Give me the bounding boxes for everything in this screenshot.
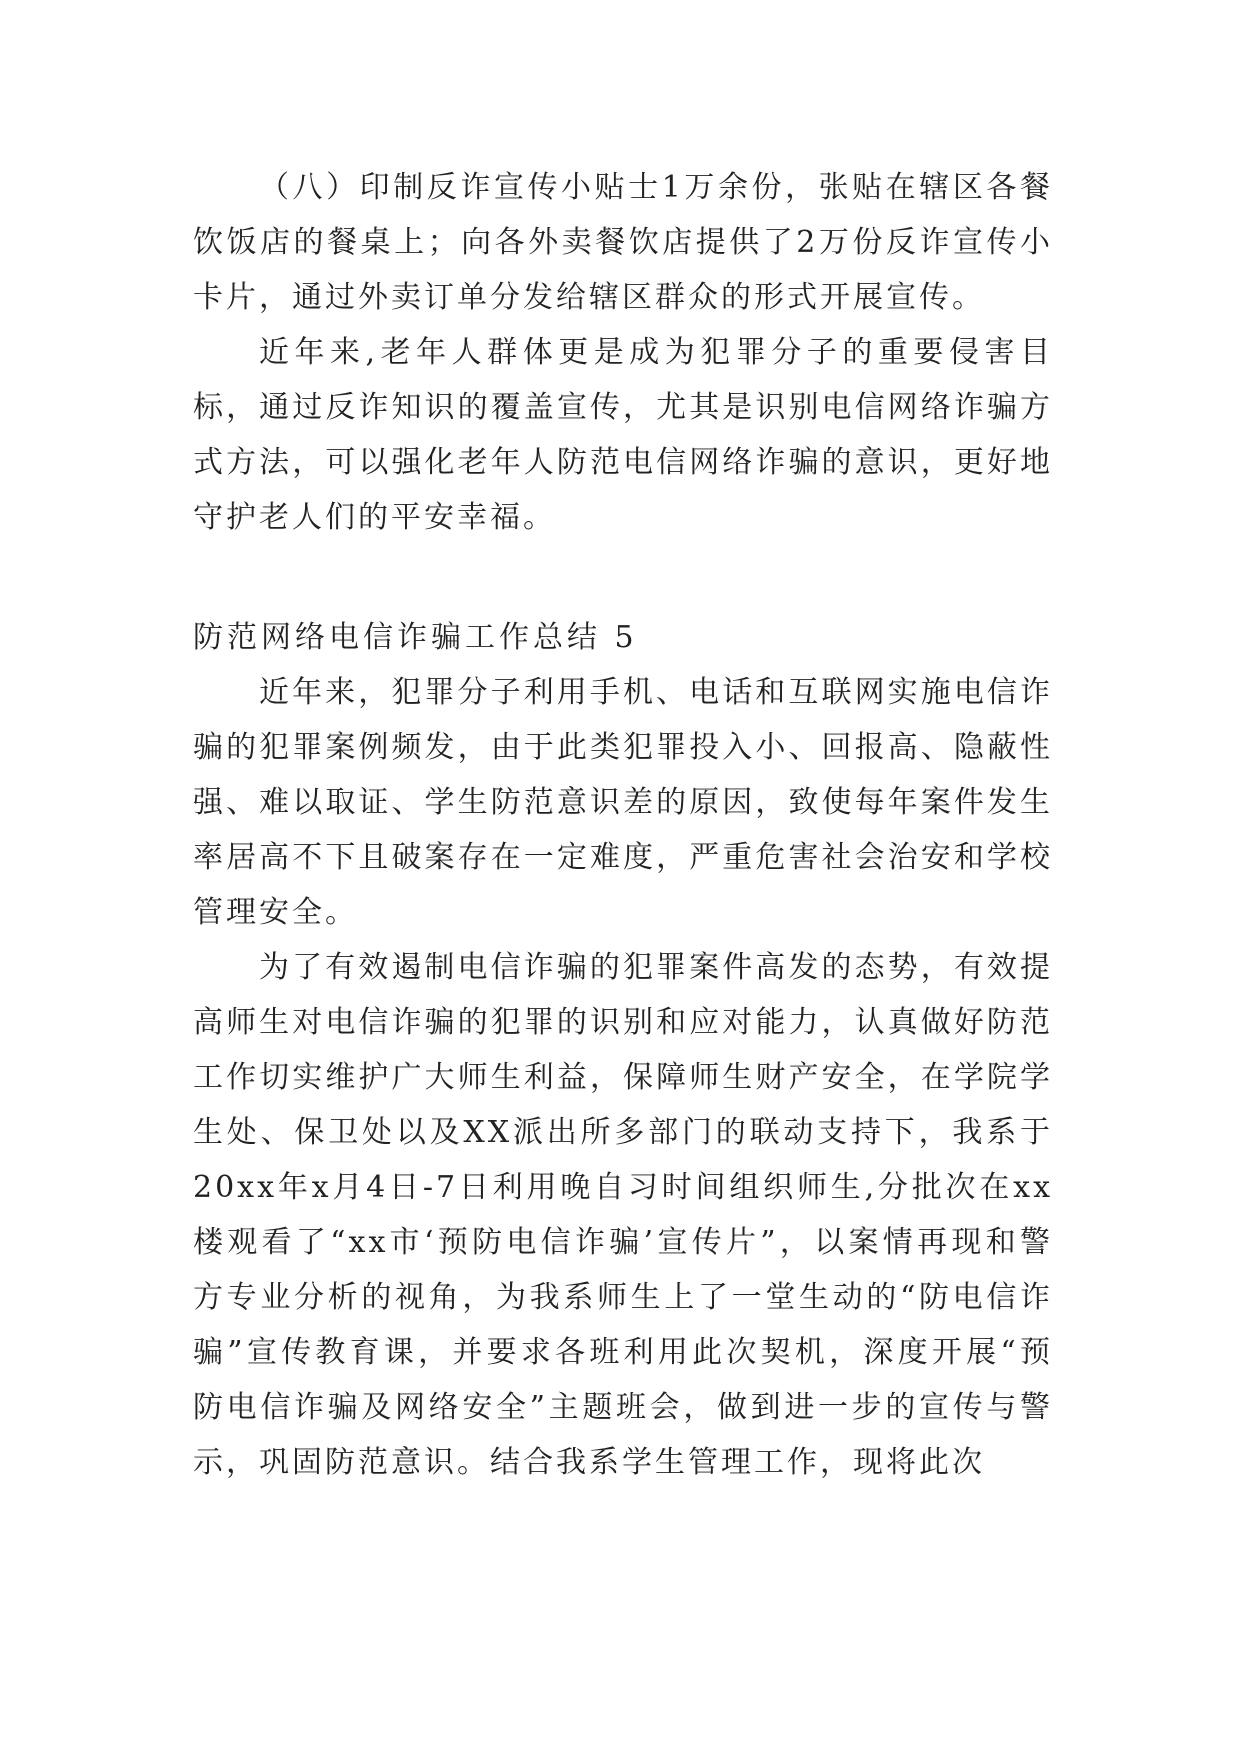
paragraph-leaflets: （八）印制反诈宣传小贴士1万余份，张贴在辖区各餐饮饭店的餐桌上；向各外卖餐饮店提供了2万份反诈宣传小卡片，通过外卖订单分发给辖区群众的形式开展宣传。	[193, 170, 1053, 315]
paragraph-elderly: 近年来,老年人群体更是成为犯罪分子的重要侵害目标，通过反诈知识的覆盖宣传，尤其是识别电信网络诈骗方式方法，可以强化老年人防范电信网络诈骗的意识，更好地守护老人们的平安幸福。	[193, 335, 1053, 535]
paragraph-campaign: 为了有效遏制电信诈骗的犯罪案件高发的态势，有效提高师生对电信诈骗的犯罪的识别和应对能力，认真做好防范工作切实维护广大师生利益，保障师生财产安全，在学院学生处、保卫处以及XX派出所多部门的联动支持下，我系于20xx年x月4日-7日利用晚自习时间组织师生,分批次在xx楼观看了“xx市‘预防电信诈骗’宣传片”，以案情再现和警方专业分析的视角，为我系师生上了一堂生动的“防电信诈骗”宣传教育课，并要求各班利用此次契机，深度开展“预防电信诈骗及网络安全”主题班会，做到进一步的宣传与警示，巩固防范意识。结合我系学生管理工作，现将此次	[193, 950, 1053, 1480]
paragraph-intro: 近年来，犯罪分子利用手机、电话和互联网实施电信诈骗的犯罪案例频发，由于此类犯罪投入小、回报高、隐蔽性强、难以取证、学生防范意识差的原因，致使每年案件发生率居高不下且破案存在一定难度，严重危害社会治安和学校管理安全。	[193, 675, 1053, 930]
section-title: 防范网络电信诈骗工作总结 5	[193, 620, 638, 655]
document-body	[193, 160, 1053, 1490]
